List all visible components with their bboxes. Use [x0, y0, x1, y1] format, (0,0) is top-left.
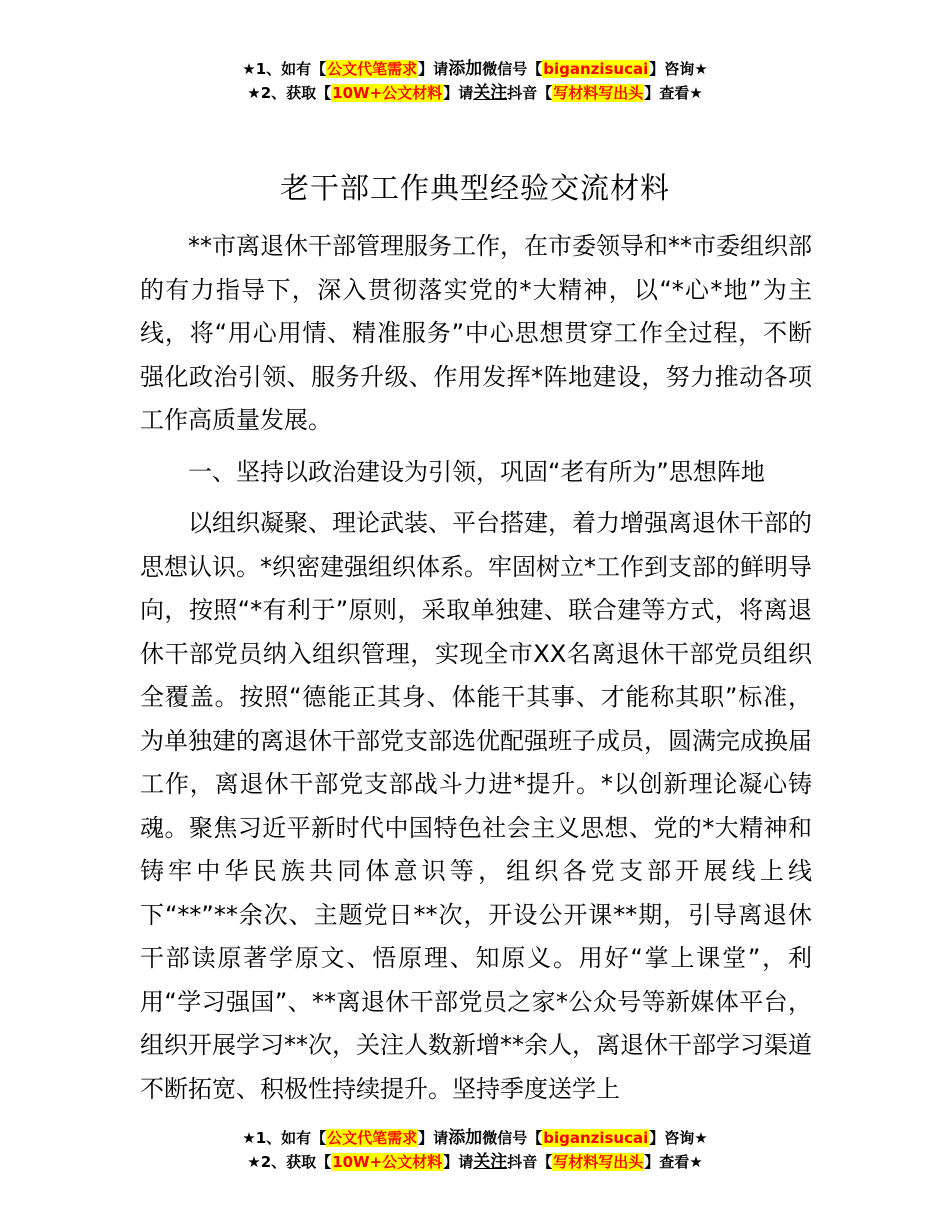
banner-emphasis: 关注 [473, 83, 508, 103]
banner-text: 】咨询★ [649, 1129, 708, 1147]
banner-text: 微信号【 [482, 1129, 543, 1147]
header-banner [0, 57, 950, 105]
banner-highlight: 10W+公文材料 [332, 1153, 443, 1171]
banner-text: ★2、获取【 [247, 1153, 332, 1171]
banner-text: 抖音【 [507, 84, 553, 102]
banner-text: ★1、如有【 [242, 60, 327, 78]
paragraph-section-1: 以组织凝聚、理论武装、平台搭建，着力增强离退休干部的思想认识。*织密建强组织体系。牢固树立*工作到支部的鲜明导向，按照“*有利于”原则，采取单独建、联合建等方式，将离退休干部党员纳入组织管理，实现全市XX名离退休干部党员组织全覆盖。按照“德能正其身、体能干其事、才能称其职”标准，为单独建的离退休干部党支部选优配强班子成员，圆满完成换届工作，离退休干部党支部战斗力进*提升。*以创新理论凝心铸魂。聚焦习近平新时代中国特色社会主义思想、党的*大精神和铸牢中华民族共同体意识等，组织各党支部开展线上线下“**”**余次、主题党日**次，开设公开课**期，引导离退休干部读原著学原文、悟原理、知原义。用好“掌上课堂”，利用“学习强国”、**离退休干部党员之家*公众号等新媒体平台，组织开展学习**次，关注人数新增**余人，离退休干部学习渠道不断拓宽、积极性持续提升。坚持季度送学上 [140, 509, 812, 1103]
document-body [140, 225, 812, 1111]
banner-text: 抖音【 [507, 1153, 553, 1171]
banner-line-2 [0, 1150, 950, 1174]
paragraph-intro: **市离退休干部管理服务工作，在市委领导和**市委组织部的有力指导下，深入贯彻落实党的*大精神，以“*心*地”为主线，将“用心用情、精准服务”中心思想贯穿工作全过程，不断强化政治引领、服务升级、作用发挥*阵地建设，努力推动各项工作高质量发展。 [140, 232, 812, 434]
banner-highlight: 公文代笔需求 [327, 60, 418, 78]
banner-text: ★1、如有【 [242, 1129, 327, 1147]
banner-highlight: biganzisucai [543, 1129, 649, 1147]
banner-text: 微信号【 [482, 60, 543, 78]
banner-emphasis: 关注 [473, 1152, 508, 1172]
document-title: 老干部工作典型经验交流材料 [279, 171, 670, 205]
banner-highlight: 公文代笔需求 [327, 1129, 418, 1147]
banner-text: 】请 [443, 84, 474, 102]
banner-text: 】请 [418, 1129, 449, 1147]
banner-text: 】请 [418, 60, 449, 78]
banner-emphasis: 添加 [448, 1128, 483, 1148]
banner-highlight: 10W+公文材料 [332, 84, 443, 102]
banner-line-2 [0, 81, 950, 105]
banner-highlight: 写材料写出头 [553, 1153, 644, 1171]
footer-banner [0, 1126, 950, 1174]
banner-line-1 [0, 1126, 950, 1150]
banner-text: 】请 [443, 1153, 474, 1171]
banner-highlight: biganzisucai [543, 60, 649, 78]
section-heading-1: 一、坚持以政治建设为引领，巩固“老有所为”思想阵地 [188, 457, 765, 486]
banner-text: 】查看★ [644, 1153, 703, 1171]
banner-emphasis: 添加 [448, 59, 483, 79]
banner-text: 】查看★ [644, 84, 703, 102]
banner-highlight: 写材料写出头 [553, 84, 644, 102]
banner-line-1 [0, 57, 950, 81]
banner-text: ★2、获取【 [247, 84, 332, 102]
banner-text: 】咨询★ [649, 60, 708, 78]
